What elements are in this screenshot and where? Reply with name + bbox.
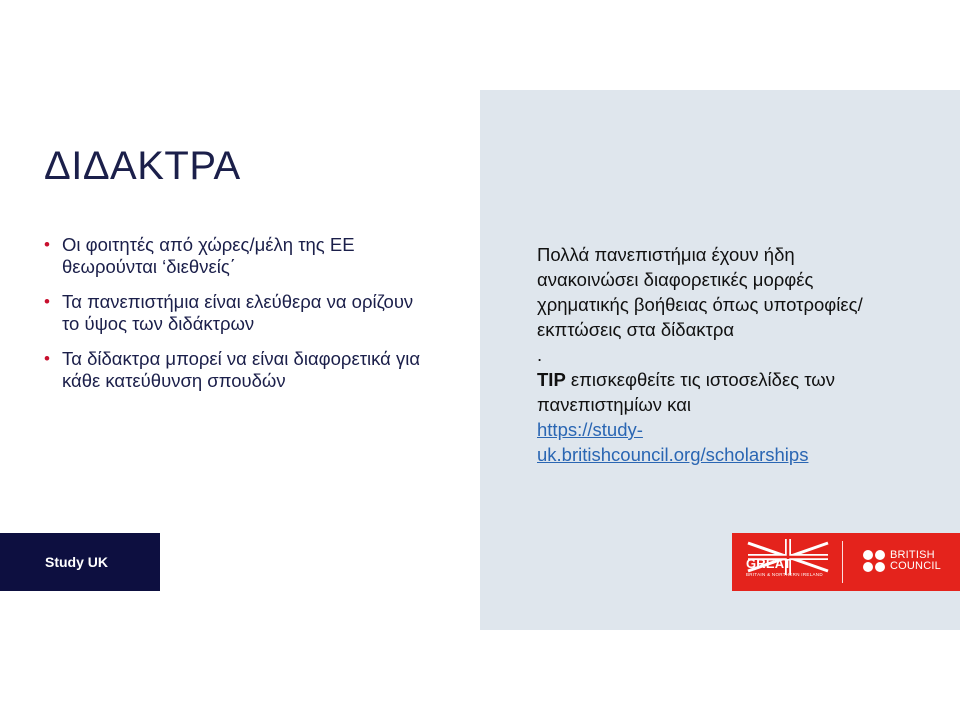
scholarships-link[interactable] bbox=[537, 417, 897, 467]
scholarship-note bbox=[537, 242, 897, 467]
tip-label: TIP bbox=[537, 369, 566, 390]
note-paragraph: Πολλά πανεπιστήμια έχουν ήδη ανακοινώσει διαφορετικές μορφές χρηματικής βοήθειας όπως υποτροφίες/εκπτώσεις στα δίδακτρα bbox=[537, 244, 863, 340]
scholarships-link-line1: https://study- bbox=[537, 419, 643, 440]
tip-text: επισκεφθείτε τις ιστοσελίδες των πανεπιστημίων και bbox=[537, 369, 835, 415]
bullet-text: Οι φοιτητές από χώρες/μέλη της ΕΕ θεωρούνται ‘διεθνείς΄ bbox=[62, 234, 355, 277]
logo-divider bbox=[842, 541, 843, 583]
bc-line2: COUNCIL bbox=[890, 560, 941, 572]
bullet-item bbox=[44, 348, 424, 392]
study-uk-label-box bbox=[0, 533, 160, 591]
bullet-list bbox=[44, 234, 424, 405]
bullet-item bbox=[44, 291, 424, 335]
study-uk-label: Study UK bbox=[45, 554, 108, 570]
great-logo-subtitle: BRITAIN & NORTHERN IRELAND bbox=[746, 572, 823, 577]
bullet-marker: • bbox=[44, 349, 50, 368]
bullet-marker: • bbox=[44, 235, 50, 254]
slide-title: ΔΙΔΑΚΤΡΑ bbox=[44, 144, 241, 188]
tip-line bbox=[537, 367, 897, 417]
british-council-logo-text bbox=[890, 550, 941, 572]
bullet-text: Τα δίδακτρα μπορεί να είναι διαφορετικά για κάθε κατεύθυνση σπουδών bbox=[62, 348, 421, 391]
bullet-marker: • bbox=[44, 292, 50, 311]
great-logo-text: GREAT bbox=[746, 556, 792, 571]
scholarships-link-line2: uk.britishcouncil.org/scholarships bbox=[537, 444, 809, 465]
bullet-text: Τα πανεπιστήμια είναι ελεύθερα να ορίζουν το ύψος των διδάκτρων bbox=[62, 291, 414, 334]
british-council-dots-icon bbox=[862, 549, 886, 573]
note-period: . bbox=[537, 344, 543, 365]
bullet-item bbox=[44, 234, 424, 278]
bc-line1: BRITISH bbox=[890, 549, 935, 561]
